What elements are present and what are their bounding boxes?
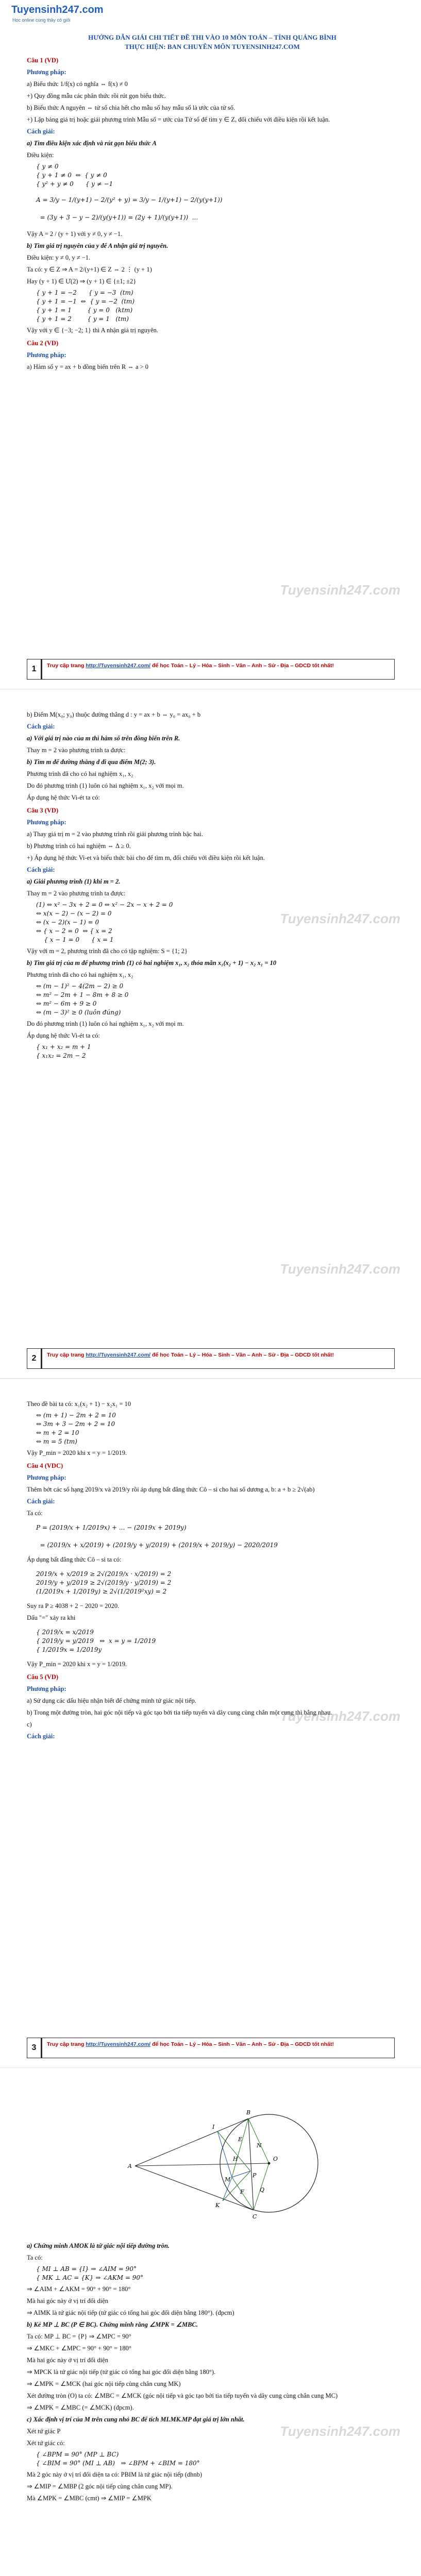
label-c: C	[252, 2213, 257, 2220]
page-number: 3	[27, 2038, 42, 2058]
text-line: b) Biểu thức A nguyên ⇔ tử số chia hết cho mẫu số hay mẫu số là ước của tử số.	[27, 104, 235, 111]
watermark: Tuyensinh247.com	[280, 1708, 400, 1724]
segment-ip	[217, 2131, 250, 2171]
page-3	[0, 1379, 421, 2068]
chord-bc	[248, 2119, 254, 2210]
text-line: a) Hàm số y = ax + b đồng biến trên R ⇔ a > 0	[27, 363, 149, 370]
method-label: Phương pháp:	[27, 1474, 66, 1481]
page-4	[0, 2068, 421, 2576]
text-line: ⇒ MPCK là tứ giác nội tiếp (tứ giác có tổng hai góc đối diện bằng 180°).	[27, 2368, 216, 2376]
text-line: b) Trong một đường tròn, hai góc nội tiếp và góc tạo bởi tia tiếp tuyến và dây cung cùng chắn một cung thì bằng nhau.	[27, 1709, 332, 1716]
question-heading: Câu 1 (VD)	[27, 57, 59, 64]
footer-rest: để học Toán – Lý – Hóa – Sinh – Văn – Anh – Sử - Địa – GDCD tốt nhất!	[152, 2041, 334, 2047]
label-h: H	[233, 2156, 238, 2162]
page-content	[27, 2083, 398, 2505]
text-line: a) Thay giá trị m = 2 vào phương trình rồi giải phương trình bậc hai.	[27, 831, 203, 838]
page-number: 1	[27, 659, 42, 679]
solution-label: Cách giải:	[27, 1733, 55, 1740]
text-line: Điều kiện: y ≠ 0, y ≠ −1.	[27, 254, 91, 261]
text-line: +) Quy đồng mẫu các phân thức rồi rút gọn biểu thức.	[27, 92, 166, 99]
math-block: ⇔ (m − 1)² − 4(2m − 2) ≥ 0 ⇔ m² − 2m + 1 − 8m + 8 ≥ 0 ⇔ m² − 6m + 9 ≥ 0 ⇔ (m − 3)² ≥ 0 (luôn đúng)	[36, 982, 129, 1016]
math-block: { ∠BPM = 90° (MP ⊥ BC) { ∠BIM = 90° (MI ⊥ AB) ⇒ ∠BPM + ∠BIM = 180°	[36, 2451, 200, 2467]
solution-label: Cách giải:	[27, 128, 55, 135]
page-header	[0, 0, 421, 31]
label-q: Q	[260, 2187, 265, 2193]
text-line: Do đó phương trình (1) luôn có hai nghiệm x₁, x₂ với mọi m.	[27, 782, 184, 789]
text-line: ⇒ AIMK là tứ giác nội tiếp (tứ giác có tổng hai góc đối diện bằng 180°). (đpcm)	[27, 2309, 234, 2316]
text-line: Phương trình đã cho có hai nghiệm x₁, x₂	[27, 770, 133, 777]
page-1	[0, 0, 421, 689]
point-o	[268, 2162, 271, 2165]
text-line: Vậy với y ∈ {−3; −2; 1} thì A nhận giá trị nguyên.	[27, 327, 159, 334]
text-line: Ta có: y ∈ Z ⇒ A = 2/(y+1) ∈ Z ⇔ 2 ⋮ (y + 1)	[27, 266, 152, 273]
segment-bm	[232, 2119, 248, 2177]
math-block: { y ≠ 0 { y + 1 ≠ 0 ⇔ { y ≠ 0 { y² + y ≠ 0 { y ≠ −1	[36, 163, 113, 188]
watermark: Tuyensinh247.com	[280, 582, 400, 598]
method-label: Phương pháp:	[27, 1685, 66, 1692]
footer-text	[47, 1351, 390, 1359]
text-line: Điều kiện:	[27, 151, 54, 159]
logo-tagline: Học online cùng thầy cô giỏi	[12, 18, 71, 23]
text-line: Mà hai góc này ở vị trí đối diện	[27, 2357, 108, 2364]
solution-label: Cách giải:	[27, 723, 55, 730]
text-line: a) Sử dụng các dấu hiệu nhận biết để chứng minh tứ giác nội tiếp.	[27, 1697, 196, 1704]
text-line: Ta có:	[27, 2254, 43, 2261]
tangent-ab	[135, 2119, 248, 2166]
text-line: Xét đường tròn (O) ta có: ∠MBC = ∠MCK (góc nội tiếp và góc tạo bởi tia tiếp tuyến và dây cung cùng chắn cung MC)	[27, 2392, 338, 2399]
text-line: Áp dụng hệ thức Vi-ét ta có:	[27, 1032, 100, 1039]
method-label: Phương pháp:	[27, 351, 66, 359]
footer-lead: Truy cập trang	[47, 663, 85, 669]
text-line: Xét tứ giác P	[27, 2428, 61, 2435]
watermark: Tuyensinh247.com	[280, 1261, 400, 1277]
part-heading: a) Chứng minh AMOK là tứ giác nội tiếp đường tròn.	[27, 2242, 170, 2249]
question-heading: Câu 3 (VD)	[27, 807, 59, 814]
label-n: N	[257, 2142, 262, 2149]
solution-label: Cách giải:	[27, 866, 55, 873]
text-line: ⇒ ∠MPK = ∠MBC (= ∠MCK) (đpcm).	[27, 2404, 134, 2411]
question-heading: Câu 2 (VD)	[27, 340, 59, 347]
segment-ob	[248, 2119, 269, 2163]
text-line: Mà 2 góc này ở vị trí đối diện ta có: PBIM là tứ giác nội tiếp (dhnb)	[27, 2471, 203, 2478]
page-content	[27, 31, 398, 374]
text-line: Phương trình đã cho có hai nghiệm x₁, x₂	[27, 971, 133, 978]
text-line: ⇒ ∠MIP = ∠MBP (2 góc nội tiếp cùng chắn cung MP).	[27, 2483, 173, 2490]
page-footer	[27, 659, 395, 680]
math-block: (1) ⇔ x² − 3x + 2 = 0 ⇔ x² − 2x − x + 2 = 0 ⇔ x(x − 2) − (x − 2) = 0 ⇔ (x − 2)(x − 1) = 0 ⇔ { x − 2 = 0 ⇔ { x = 2 { x − 1 = 0 { x = 1	[36, 901, 173, 943]
method-label: Phương pháp:	[27, 69, 66, 76]
page-2	[0, 689, 421, 1379]
text-line: ⇒ ∠MPK = ∠MCK (hai góc nội tiếp cùng chắn cung MK)	[27, 2380, 181, 2387]
method-label: Phương pháp:	[27, 819, 66, 826]
label-o: O	[273, 2156, 278, 2162]
text-line: b) Phương trình có hai nghiệm ⇔ Δ ≥ 0.	[27, 842, 131, 850]
label-k: K	[215, 2202, 220, 2209]
footer-rest: để học Toán – Lý – Hóa – Sinh – Văn – Anh – Sử - Địa – GDCD tốt nhất!	[152, 1352, 334, 1358]
text-line: ⇒ ∠MKC + ∠MPC = 90° + 90° = 180°	[27, 2345, 131, 2352]
question-heading: Câu 5 (VD)	[27, 1673, 59, 1681]
text-line: Vậy P_min = 2020 khi x = y = 1/2019.	[27, 1660, 127, 1668]
footer-text	[47, 662, 390, 669]
question-heading: Câu 4 (VDC)	[27, 1462, 63, 1469]
text-line: Thêm bớt các số hạng 2019/x và 2019/y rồi áp dụng bất đẳng thức Cô – si cho hai số dương a, b: a + b ≥ 2√(ab)	[27, 1486, 315, 1493]
watermark: Tuyensinh247.com	[280, 911, 400, 926]
page-footer	[27, 1348, 395, 1369]
footer-rest: để học Toán – Lý – Hóa – Sinh – Văn – Anh – Sử - Địa – GDCD tốt nhất!	[152, 663, 334, 669]
doc-title	[27, 33, 398, 52]
solution-label: Cách giải:	[27, 1498, 55, 1505]
math-block: { 2019/x = x/2019 { 2019/y = y/2019 ⇔ x = y = 1/2019 { 1/2019x = 1/2019y	[36, 1629, 156, 1653]
label-a: A	[128, 2163, 132, 2170]
text-line: Xét tứ giác có:	[27, 2439, 65, 2447]
footer-link[interactable]: http://Tuyensinh247.com/	[86, 663, 151, 669]
page-footer	[27, 2038, 395, 2058]
part-heading: b) Kẻ MP ⊥ BC (P ∈ BC). Chứng minh rằng ∠MPK = ∠MBC.	[27, 2321, 198, 2328]
part-heading: a) Tìm điều kiện xác định và rút gọn biểu thức A	[27, 140, 157, 147]
footer-lead: Truy cập trang	[47, 1352, 85, 1358]
text-line: Theo đề bài ta có: x₁(x₂ + 1) − x₂x₁ = 10	[27, 1400, 131, 1408]
text-line: Áp dụng hệ thức Vi-ét ta có:	[27, 794, 100, 801]
segment-ao	[135, 2163, 269, 2166]
page-number: 2	[27, 1349, 42, 1368]
text-line: b) Điểm M(x₀; y₀) thuộc đường thẳng d : y = ax + b ⇔ y₀ = ax₀ + b	[27, 711, 201, 718]
label-m: M	[225, 2176, 231, 2183]
part-heading: b) Tìm m để đường thẳng d đi qua điểm M(2; 3).	[27, 758, 156, 766]
text-line: Mà ∠MPK = ∠MBC (cmt) ⇒ ∠MIP = ∠MPK	[27, 2495, 151, 2502]
text-line: Thay m = 2 vào phương trình ta được:	[27, 890, 126, 897]
text-line: Thay m = 2 vào phương trình ta được:	[27, 747, 126, 754]
label-p: P	[252, 2172, 257, 2179]
text-line: Vậy với m = 2, phương trình đã cho có tập nghiệm: S = {1; 2}	[27, 947, 188, 955]
math-block: { x₁ + x₂ = m + 1 { x₁x₂ = 2m − 2	[36, 1043, 91, 1059]
text-line: +) Lập bảng giá trị hoặc giải phương trình Mẫu số = ước của Tử số để tìm y ∈ Z, đối chiếu với điều kiện rồi kết luận.	[27, 116, 330, 123]
label-e: E	[238, 2136, 243, 2143]
math-block: ⇔ (m + 1) − 2m + 2 = 10 ⇔ 3m + 3 − 2m + 2 = 10 ⇔ m + 2 = 10 ⇔ m = 5 (tm)	[36, 1412, 116, 1445]
perp-mi	[217, 2131, 232, 2177]
math-block: A = 3/y − 1/(y+1) − 2/(y² + y) = 3/y − 1/(y+1) − 2/(y(y+1)) = (3y + 3 − y − 2)/(y(y+1)) = (2y + 1)/(y(y+1)) ...	[36, 196, 223, 221]
math-block: 2019/x + x/2019 ≥ 2√(2019/x · x/2019) = 2 2019/y + y/2019 ≥ 2√(2019/y · y/2019) = 2 (1/2019x + 1/2019y) ≥ 2√(1/2019²xy) = 2	[36, 1570, 172, 1595]
label-b: B	[246, 2109, 251, 2116]
text-line: ⇒ ∠AIM + ∠AKM = 90° + 90° = 180°	[27, 2285, 131, 2293]
math-block: { y + 1 = −2 { y = −3 (tm) { y + 1 = −1 ⇔ { y = −2 (tm) { y + 1 = 1 { y = 0 (ktm) { y + 1 = 2 { y = 1 (tm)	[36, 289, 135, 323]
text-line: Dấu "=" xảy ra khi	[27, 1614, 76, 1621]
text-line: Vậy A = 2 / (y + 1) với y ≠ 0, y ≠ −1.	[27, 230, 123, 238]
part-heading: a) Với giá trị nào của m thì hàm số trên đồng biến trên R.	[27, 735, 180, 742]
math-block: { MI ⊥ AB = {I} ⇒ ∠AIM = 90° { MK ⊥ AC = {K} ⇒ ∠AKM = 90°	[36, 2265, 143, 2281]
text-line: Do đó phương trình (1) luôn có hai nghiệm x₁, x₂ với mọi m.	[27, 1020, 184, 1027]
part-heading: b) Tìm giá trị nguyên của y để A nhận giá trị nguyên.	[27, 242, 169, 249]
footer-link[interactable]: http://Tuyensinh247.com/	[86, 2041, 151, 2047]
footer-link[interactable]: http://Tuyensinh247.com/	[86, 1352, 151, 1358]
label-f: F	[240, 2189, 244, 2195]
watermark: Tuyensinh247.com	[280, 2424, 400, 2439]
site-logo[interactable]: Tuyensinh247.com	[11, 4, 104, 15]
text-line: Hay (y + 1) ∈ Ư(2) ⇒ (y + 1) ∈ {±1; ±2}	[27, 278, 137, 285]
text-line: Ta có:	[27, 1510, 43, 1517]
label-i: I	[212, 2124, 215, 2130]
tangent-ac	[135, 2166, 254, 2210]
text-line: Mà hai góc này ở vị trí đối diện	[27, 2297, 108, 2304]
text-line: Suy ra P ≥ 4038 + 2 − 2020 = 2020.	[27, 1602, 120, 1609]
text-line: Ta có: MP ⊥ BC = {P} ⇒ ∠MPC = 90°	[27, 2333, 131, 2340]
geometry-figure	[27, 2083, 398, 2238]
math-block: P = (2019/x + 1/2019x) + ... − (2019x + 2019y) = (2019/x + x/2019) + (2019/y + y/2019) + (2019/x + 2019/y) − 2020/2019	[36, 1524, 278, 1549]
page-content	[27, 1399, 398, 1743]
title-line-1: HƯỚNG DẪN GIẢI CHI TIẾT ĐỀ THI VÀO 10 MÔN TOÁN – TỈNH QUẢNG BÌNH	[88, 33, 336, 41]
title-line-2: THỰC HIỆN: BAN CHUYÊN MÔN TUYENSINH247.COM	[125, 43, 300, 50]
text-line: Vậy P_min = 2020 khi x = y = 1/2019.	[27, 1449, 127, 1456]
part-heading: b) Tìm giá trị của m để phương trình (1) có hai nghiệm x₁, x₂ thỏa mãn x₁(x₂ + 1) − x₂ x₁ = 10	[27, 959, 277, 967]
text-line: c)	[27, 1721, 32, 1728]
footer-lead: Truy cập trang	[47, 2041, 85, 2047]
part-heading: a) Giải phương trình (1) khi m = 2.	[27, 878, 121, 885]
part-heading: c) Xác định vị trí của M trên cung nhỏ BC để tích MI.MK.MP đạt giá trị lớn nhất.	[27, 2416, 245, 2423]
text-line: +) Áp dụng hệ thức Vi-et và biểu thức bài cho để tìm m, đối chiếu với điều kiện rồi kết luận.	[27, 854, 265, 861]
text-line: Áp dụng bất đẳng thức Cô – si ta có:	[27, 1556, 122, 1563]
footer-text	[47, 2041, 390, 2048]
page-content	[27, 710, 398, 1062]
text-line: a) Biểu thức 1/f(x) có nghĩa ⇔ f(x) ≠ 0	[27, 80, 128, 88]
